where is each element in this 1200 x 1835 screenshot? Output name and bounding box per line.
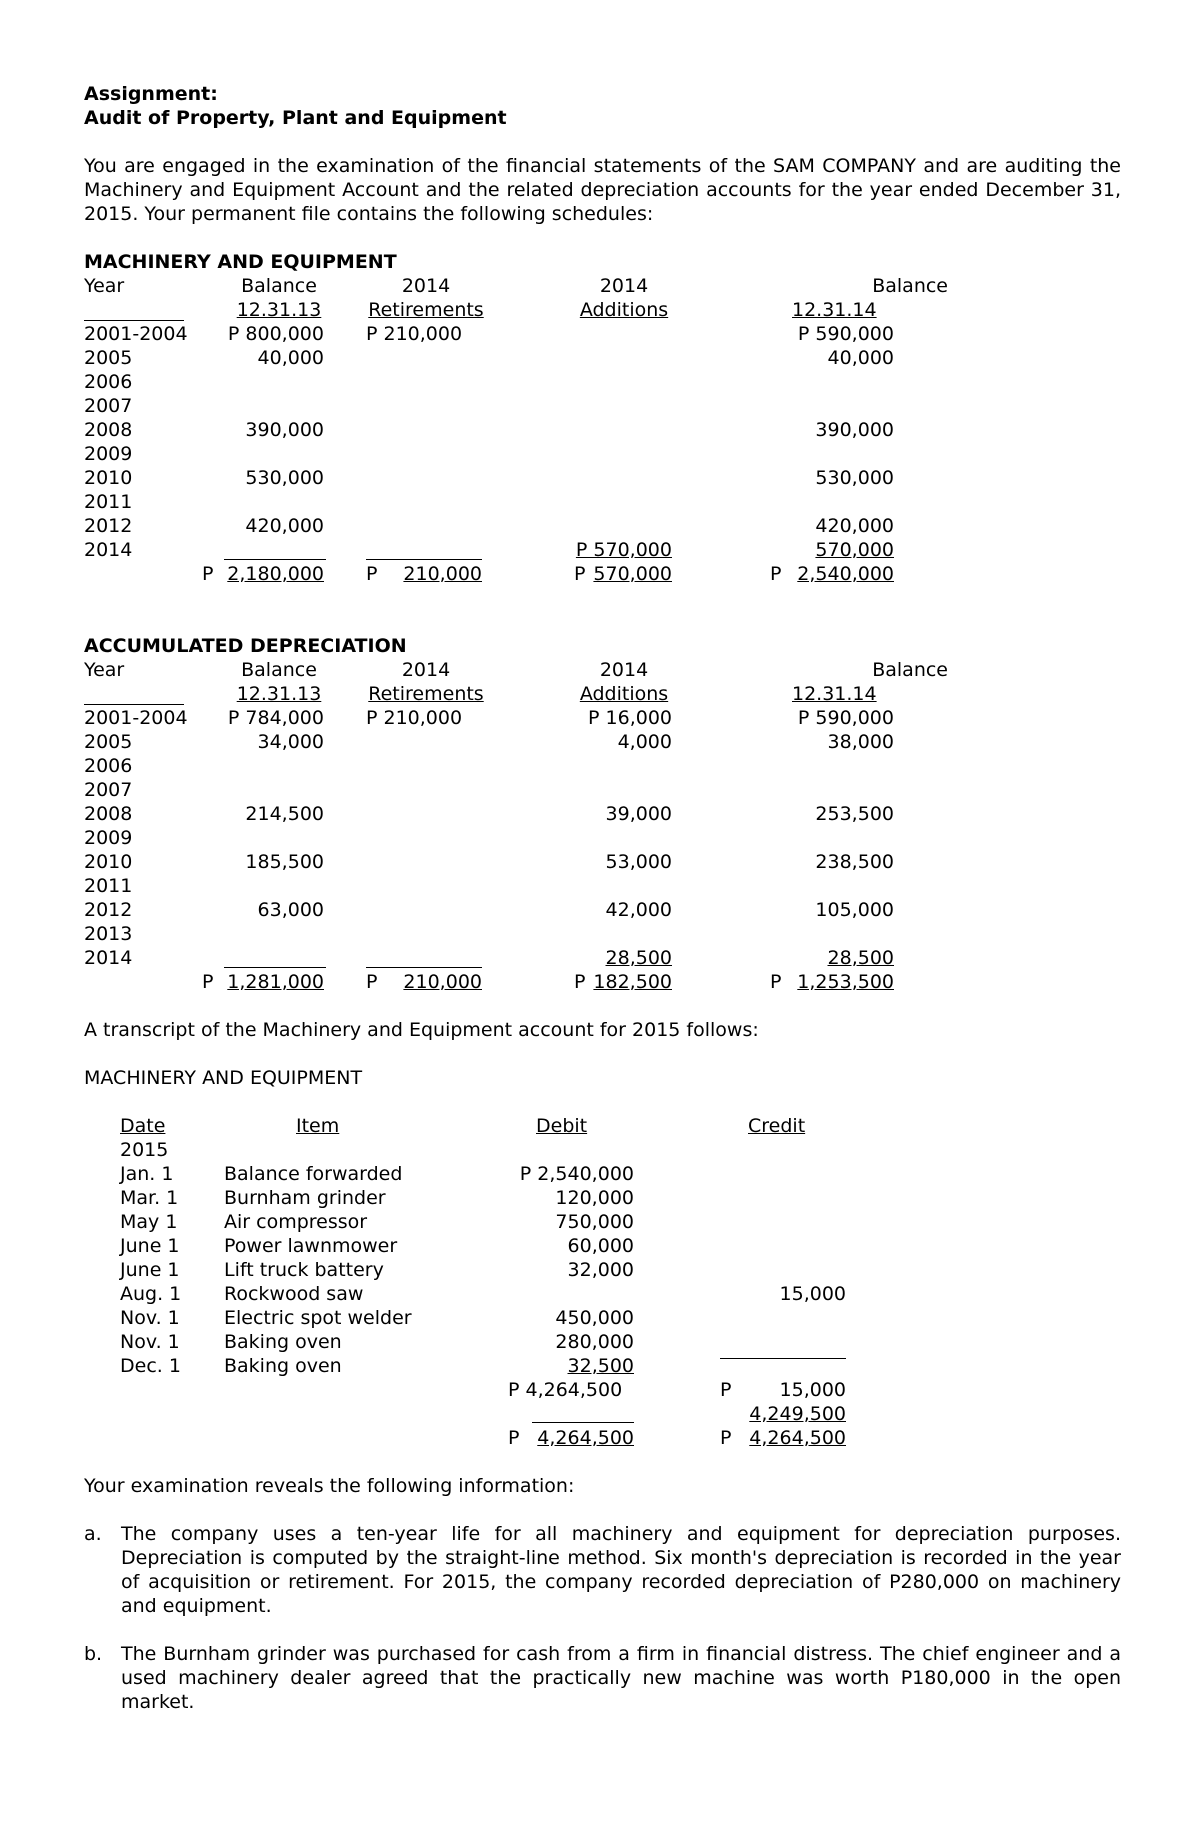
ledger-row-debit: P 2,540,000: [519, 1163, 634, 1185]
row-balance: 63,000: [257, 899, 324, 921]
row-additions: 39,000: [605, 803, 672, 825]
row-end-balance: 253,500: [815, 803, 894, 825]
total-balance-currency: P: [202, 563, 214, 585]
row-year: 2008: [84, 419, 133, 441]
ledger-header-date: Date: [120, 1115, 166, 1137]
row-end-balance: 28,500: [827, 947, 894, 969]
col-header-retirements: Retirements: [368, 683, 484, 705]
reveals-intro: Your examination reveals the following information:: [84, 1475, 575, 1497]
ledger-header-item: Item: [296, 1115, 340, 1137]
total-end-balance-currency: P: [770, 971, 782, 993]
col-header-additions-year: 2014: [599, 275, 649, 297]
ledger-row-date: June 1: [120, 1259, 180, 1281]
ledger-row-date: Mar. 1: [120, 1187, 179, 1209]
total-additions: 182,500: [593, 971, 672, 993]
debit-rule: [532, 1422, 634, 1423]
ledger-header-credit: Credit: [748, 1115, 806, 1137]
col-header-year: Year: [84, 275, 125, 297]
ledger-row-debit: 120,000: [555, 1187, 634, 1209]
total-retirements-currency: P: [366, 563, 378, 585]
row-year: 2014: [84, 947, 133, 969]
row-balance: 34,000: [257, 731, 324, 753]
total-retirements-currency: P: [366, 971, 378, 993]
finding-marker: a.: [84, 1523, 102, 1545]
ledger-row-debit: 280,000: [555, 1331, 634, 1353]
ledger-row-item: Air compressor: [224, 1211, 368, 1233]
ledger-header-debit: Debit: [536, 1115, 588, 1137]
total-additions: 570,000: [593, 563, 672, 585]
row-year: 2013: [84, 923, 133, 945]
row-year: 2005: [84, 347, 133, 369]
ledger-row-item: Rockwood saw: [224, 1283, 364, 1305]
col-header-balance-date: 12.31.13: [236, 683, 322, 705]
row-end-balance: 570,000: [815, 539, 894, 561]
finding-text: The company uses a ten-year life for all machinery and equipment for depreciation purposes. Depreciation is computed by the straight-line method. Six month's depreciation is recorded in the year of acquisition or retirement. For 2015, the company recorded depreciation of P280,000 on machinery and equipment.: [121, 1523, 1121, 1617]
row-year: 2006: [84, 755, 133, 777]
total-retirements: 210,000: [403, 971, 482, 993]
ledger-row-item: Baking oven: [224, 1331, 342, 1353]
row-additions: 53,000: [605, 851, 672, 873]
findings-list: [84, 1522, 1121, 1738]
finding-text: The Burnham grinder was purchased for cash from a firm in financial distress. The chief engineer and a used machinery dealer agreed that the practically new machine was worth P180,000 in the open market.: [121, 1643, 1121, 1713]
retirements-rule: [366, 967, 482, 968]
col-header-end-balance-date: 12.31.14: [792, 299, 877, 321]
row-end-balance: 390,000: [815, 419, 894, 441]
ledger-year: 2015: [120, 1139, 169, 1161]
col-header-additions: Additions: [579, 299, 669, 321]
ledger-row-date: May 1: [120, 1211, 178, 1233]
credit-total: 4,264,500: [749, 1427, 846, 1449]
ledger-row-date: Nov. 1: [120, 1307, 180, 1329]
ledger-row-debit: 60,000: [567, 1235, 634, 1257]
ledger-row-date: Aug. 1: [120, 1283, 182, 1305]
row-year: 2012: [84, 515, 133, 537]
accumulated-depreciation-schedule: [84, 634, 1121, 994]
total-additions-currency: P: [574, 971, 586, 993]
row-end-balance: P 590,000: [797, 323, 894, 345]
debit-subtotal: P 4,264,500: [508, 1379, 623, 1401]
col-header-year: Year: [84, 659, 125, 681]
row-balance: P 784,000: [227, 707, 324, 729]
col-header-additions: Additions: [579, 683, 669, 705]
ledger-row-debit: 32,000: [567, 1259, 634, 1281]
row-additions: P 16,000: [588, 707, 672, 729]
total-balance: 2,180,000: [227, 563, 324, 585]
row-end-balance: 238,500: [815, 851, 894, 873]
row-year: 2014: [84, 539, 133, 561]
credit-balance: 4,249,500: [749, 1403, 846, 1425]
row-year: 2009: [84, 827, 133, 849]
ledger-row-debit: 750,000: [555, 1211, 634, 1233]
ledger-row-debit: 32,500: [567, 1355, 634, 1377]
intro-paragraph: You are engaged in the examination of the financial statements of the SAM COMPANY and are auditing the Machinery and Equipment Account and the related depreciation accounts for the year ended December 31, 2015. Your permanent file contains the following schedules:: [84, 155, 1121, 225]
ledger-transcript: [84, 1114, 1121, 1454]
document-title: Audit of Property, Plant and Equipment: [84, 107, 507, 129]
transcript-intro: A transcript of the Machinery and Equipment account for 2015 follows:: [84, 1019, 759, 1041]
credit-subtotal: 15,000: [779, 1379, 846, 1401]
ledger-row-item: Power lawnmower: [224, 1235, 398, 1257]
row-year: 2007: [84, 779, 133, 801]
ledger-row-credit: 15,000: [779, 1283, 846, 1305]
row-additions: 4,000: [617, 731, 672, 753]
ledger-row-date: Dec. 1: [120, 1355, 181, 1377]
row-year: 2011: [84, 491, 133, 513]
row-balance: 214,500: [245, 803, 324, 825]
row-balance: 420,000: [245, 515, 324, 537]
row-end-balance: 38,000: [827, 731, 894, 753]
balance-rule: [224, 967, 326, 968]
ledger-row-date: Nov. 1: [120, 1331, 180, 1353]
col-header-retirements: Retirements: [368, 299, 484, 321]
year-underline: [84, 704, 184, 705]
debit-total: 4,264,500: [537, 1427, 634, 1449]
row-additions: P 570,000: [575, 539, 672, 561]
total-additions-currency: P: [574, 563, 586, 585]
credit-total-currency: P: [720, 1427, 732, 1449]
ledger-row-debit: 450,000: [555, 1307, 634, 1329]
row-balance: 390,000: [245, 419, 324, 441]
year-underline: [84, 320, 184, 321]
row-year: 2006: [84, 371, 133, 393]
finding-marker: b.: [84, 1643, 103, 1665]
assignment-label: Assignment:: [84, 83, 218, 105]
total-end-balance: 2,540,000: [797, 563, 894, 585]
row-year: 2011: [84, 875, 133, 897]
row-end-balance: 105,000: [815, 899, 894, 921]
row-end-balance: 420,000: [815, 515, 894, 537]
col-header-end-balance: Balance: [872, 275, 948, 297]
row-year: 2001-2004: [84, 707, 188, 729]
row-year: 2001-2004: [84, 323, 188, 345]
col-header-end-balance-date: 12.31.14: [792, 683, 877, 705]
row-year: 2007: [84, 395, 133, 417]
schedule-title: MACHINERY AND EQUIPMENT: [84, 251, 397, 273]
ledger-title: MACHINERY AND EQUIPMENT: [84, 1067, 363, 1089]
ledger-row-item: Lift truck battery: [224, 1259, 384, 1281]
row-retirements: P 210,000: [366, 323, 463, 345]
machinery-schedule: [84, 250, 1121, 590]
total-end-balance: 1,253,500: [797, 971, 894, 993]
row-end-balance: 40,000: [827, 347, 894, 369]
total-balance: 1,281,000: [227, 971, 324, 993]
ledger-row-item: Baking oven: [224, 1355, 342, 1377]
row-balance: 40,000: [257, 347, 324, 369]
balance-rule: [224, 559, 326, 560]
row-retirements: P 210,000: [366, 707, 463, 729]
row-balance: P 800,000: [227, 323, 324, 345]
debit-total-currency: P: [508, 1427, 520, 1449]
row-year: 2005: [84, 731, 133, 753]
row-additions: 28,500: [605, 947, 672, 969]
row-end-balance: 530,000: [815, 467, 894, 489]
col-header-additions-year: 2014: [599, 659, 649, 681]
row-year: 2010: [84, 851, 133, 873]
finding-item: [84, 1522, 1121, 1618]
total-end-balance-currency: P: [770, 563, 782, 585]
row-end-balance: P 590,000: [797, 707, 894, 729]
ledger-row-item: Burnham grinder: [224, 1187, 386, 1209]
col-header-balance: Balance: [241, 275, 317, 297]
finding-item: [84, 1642, 1121, 1714]
credit-rule: [720, 1358, 846, 1359]
row-year: 2008: [84, 803, 133, 825]
col-header-retirements-year: 2014: [401, 659, 451, 681]
row-additions: 42,000: [605, 899, 672, 921]
row-year: 2009: [84, 443, 133, 465]
retirements-rule: [366, 559, 482, 560]
row-year: 2010: [84, 467, 133, 489]
schedule-title: ACCUMULATED DEPRECIATION: [84, 635, 407, 657]
total-retirements: 210,000: [403, 563, 482, 585]
col-header-retirements-year: 2014: [401, 275, 451, 297]
row-year: 2012: [84, 899, 133, 921]
row-balance: 185,500: [245, 851, 324, 873]
ledger-row-item: Balance forwarded: [224, 1163, 403, 1185]
credit-subtotal-currency: P: [720, 1379, 732, 1401]
row-balance: 530,000: [245, 467, 324, 489]
col-header-balance: Balance: [241, 659, 317, 681]
ledger-row-item: Electric spot welder: [224, 1307, 412, 1329]
col-header-balance-date: 12.31.13: [236, 299, 322, 321]
total-balance-currency: P: [202, 971, 214, 993]
col-header-end-balance: Balance: [872, 659, 948, 681]
ledger-row-date: Jan. 1: [120, 1163, 174, 1185]
ledger-row-date: June 1: [120, 1235, 180, 1257]
